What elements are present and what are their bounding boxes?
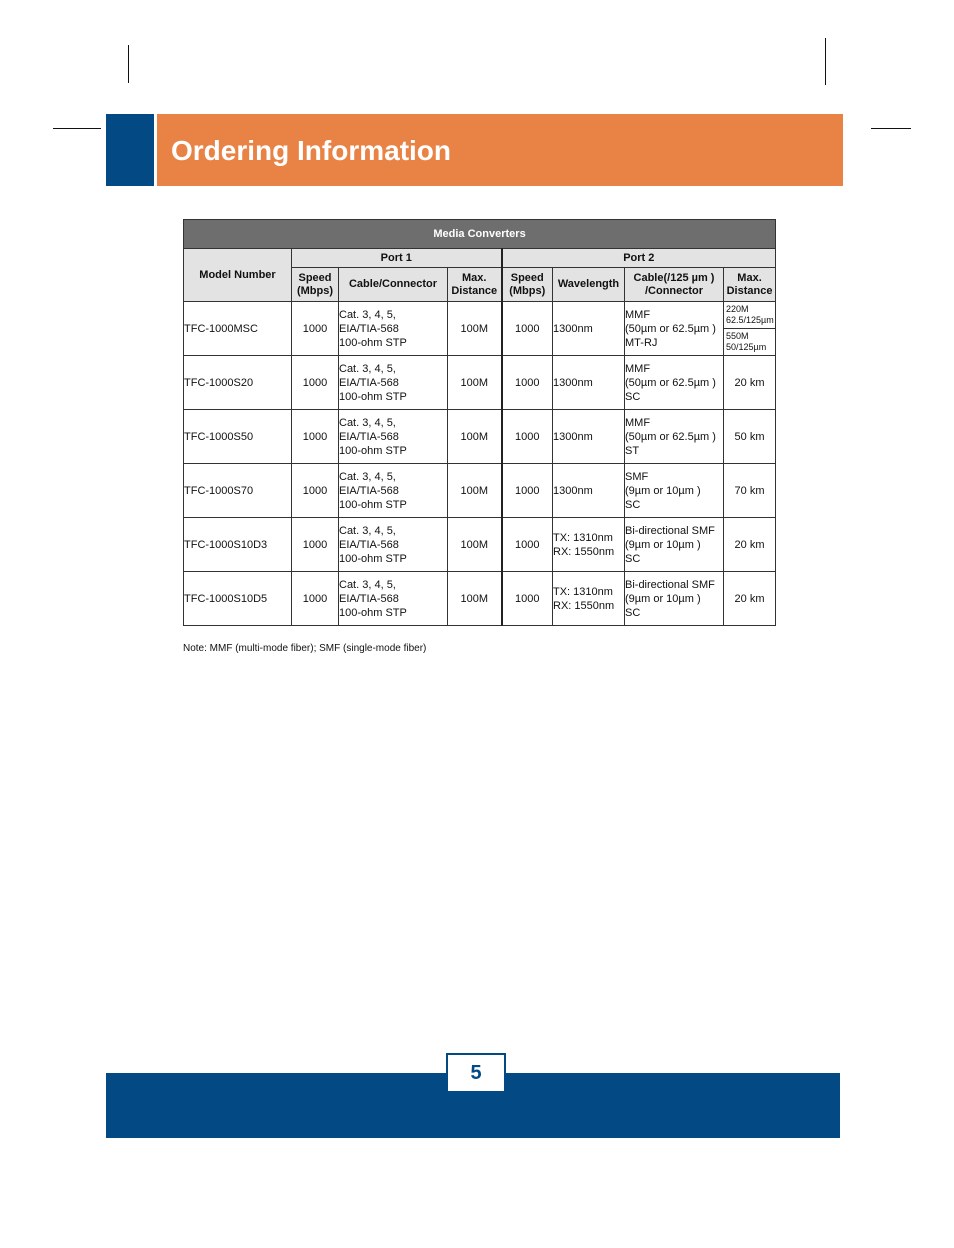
port2-wavelength-cell [553, 518, 625, 572]
port2-header: Port 2 [502, 249, 776, 268]
table-row [184, 302, 776, 356]
port1-cable-header: Cable/Connector [339, 268, 448, 302]
page-number: 5 [446, 1053, 506, 1093]
port2-cable-cell-line: (50µm or 62.5µm ) [625, 430, 716, 443]
port2-cable-cell-line: SC [625, 498, 641, 511]
port2-distance-header: Max. Distance [724, 268, 776, 302]
port2-speed-cell: 1000 [502, 302, 553, 356]
port2-cable-cell-line: MMF [625, 362, 651, 375]
port2-cable-cell-line: SC [625, 552, 641, 565]
port1-cable-cell-line: EIA/TIA-568 [339, 592, 399, 605]
port2-cable-cell-line: Bi-directional SMF [625, 578, 715, 591]
port1-cable-cell [339, 410, 448, 464]
port2-cable-cell-line: MT-RJ [625, 336, 658, 349]
port1-cable-cell-line: 100-ohm STP [339, 336, 407, 349]
page-title: Ordering Information [171, 135, 451, 166]
port1-cable-cell-line: EIA/TIA-568 [339, 322, 399, 335]
port2-cable-cell [625, 302, 724, 356]
port1-cable-cell-line: 100-ohm STP [339, 390, 407, 403]
table-row [184, 356, 776, 410]
port2-cable-cell-line: (50µm or 62.5µm ) [625, 376, 716, 389]
model-number-cell: TFC-1000S20 [184, 356, 292, 410]
media-converters-table [183, 219, 776, 626]
distance-sub-line: 220M [726, 304, 749, 314]
port1-cable-cell-line: 100-ohm STP [339, 498, 407, 511]
port2-cable-cell-line: SC [625, 390, 641, 403]
table-row [184, 410, 776, 464]
port1-cable-cell-line: Cat. 3, 4, 5, [339, 524, 396, 537]
port1-cable-cell-line: Cat. 3, 4, 5, [339, 308, 396, 321]
port2-wavelength-cell-line: 1300nm [553, 376, 593, 389]
port2-distance-cell: 50 km [724, 410, 776, 464]
port2-distance-cell [724, 302, 776, 356]
port1-cable-cell-line: 100-ohm STP [339, 444, 407, 457]
table-row [184, 518, 776, 572]
port2-wavelength-cell-line: RX: 1550nm [553, 545, 615, 558]
port2-distance-cell: 20 km [724, 572, 776, 626]
port2-wavelength-cell [553, 356, 625, 410]
port1-distance-cell: 100M [448, 464, 502, 518]
model-number-cell: TFC-1000S50 [184, 410, 292, 464]
port1-cable-cell-line: Cat. 3, 4, 5, [339, 470, 396, 483]
port2-cable-cell-line: ST [625, 444, 640, 457]
table-body [184, 302, 776, 626]
port2-cable-cell-line: MMF [625, 308, 651, 321]
port2-wavelength-cell-line: TX: 1310nm [553, 585, 613, 598]
port2-cable-header: Cable(/125 µm ) /Connector [625, 268, 724, 302]
port1-cable-cell [339, 464, 448, 518]
port1-speed-cell: 1000 [292, 518, 339, 572]
model-number-cell: TFC-1000S10D3 [184, 518, 292, 572]
port2-wavelength-cell-line: 1300nm [553, 322, 593, 335]
port1-cable-cell-line: EIA/TIA-568 [339, 484, 399, 497]
port1-cable-cell-line: Cat. 3, 4, 5, [339, 578, 396, 591]
distance-sub-line: 50/125µm [726, 342, 767, 352]
port1-cable-cell-line: Cat. 3, 4, 5, [339, 362, 396, 375]
table-row [184, 572, 776, 626]
port2-cable-cell-line: SMF [625, 470, 649, 483]
crop-mark-top-left [128, 45, 129, 83]
port1-distance-cell: 100M [448, 356, 502, 410]
port1-cable-cell [339, 572, 448, 626]
port1-cable-cell-line: EIA/TIA-568 [339, 376, 399, 389]
port2-cable-cell [625, 410, 724, 464]
port1-speed-cell: 1000 [292, 410, 339, 464]
model-number-header: Model Number [184, 249, 292, 302]
header-blue-block [106, 114, 154, 186]
table-title: Media Converters [184, 220, 776, 249]
table-row [184, 464, 776, 518]
distance-sub-cell [724, 328, 775, 355]
distance-sub-cell [724, 302, 775, 328]
port2-speed-cell: 1000 [502, 410, 553, 464]
port2-cable-cell-line: Bi-directional SMF [625, 524, 715, 537]
crop-mark-right [871, 128, 911, 129]
port2-cable-cell [625, 356, 724, 410]
port2-distance-cell: 20 km [724, 518, 776, 572]
port2-wavelength-cell-line: 1300nm [553, 430, 593, 443]
port1-cable-cell-line: Cat. 3, 4, 5, [339, 416, 396, 429]
port1-cable-cell [339, 356, 448, 410]
port1-distance-cell: 100M [448, 518, 502, 572]
port2-speed-cell: 1000 [502, 464, 553, 518]
model-number-cell: TFC-1000S10D5 [184, 572, 292, 626]
port1-speed-cell: 1000 [292, 302, 339, 356]
port2-cable-cell [625, 464, 724, 518]
port1-distance-cell: 100M [448, 572, 502, 626]
port1-speed-cell: 1000 [292, 464, 339, 518]
port2-cable-cell [625, 518, 724, 572]
port2-wavelength-cell-line: 1300nm [553, 484, 593, 497]
model-number-cell: TFC-1000MSC [184, 302, 292, 356]
port1-distance-header: Max. Distance [448, 268, 502, 302]
port2-wavelength-header: Wavelength [553, 268, 625, 302]
port2-speed-cell: 1000 [502, 356, 553, 410]
port2-speed-header: Speed (Mbps) [502, 268, 553, 302]
port2-distance-cell: 70 km [724, 464, 776, 518]
port2-cable-cell-line: (9µm or 10µm ) [625, 538, 701, 551]
port1-cable-cell-line: EIA/TIA-568 [339, 430, 399, 443]
port2-cable-cell-line: MMF [625, 416, 651, 429]
port1-cable-cell-line: 100-ohm STP [339, 552, 407, 565]
port2-speed-cell: 1000 [502, 518, 553, 572]
port2-wavelength-cell-line: TX: 1310nm [553, 531, 613, 544]
port1-header: Port 1 [292, 249, 502, 268]
port2-speed-cell: 1000 [502, 572, 553, 626]
port2-cable-cell-line: (50µm or 62.5µm ) [625, 322, 716, 335]
port2-cable-cell-line: (9µm or 10µm ) [625, 484, 701, 497]
port2-wavelength-cell [553, 302, 625, 356]
port2-cable-cell-line: (9µm or 10µm ) [625, 592, 701, 605]
port1-cable-cell-line: EIA/TIA-568 [339, 538, 399, 551]
port1-speed-header: Speed (Mbps) [292, 268, 339, 302]
footnote: Note: MMF (multi-mode fiber); SMF (single-mode fiber) [183, 643, 427, 654]
port1-cable-cell [339, 518, 448, 572]
port2-distance-cell: 20 km [724, 356, 776, 410]
crop-mark-top-right [825, 38, 826, 85]
distance-sub-line: 62.5/125µm [726, 315, 774, 325]
crop-mark-left [53, 128, 101, 129]
port1-speed-cell: 1000 [292, 572, 339, 626]
port2-cable-cell [625, 572, 724, 626]
port2-cable-cell-line: SC [625, 606, 641, 619]
port1-distance-cell: 100M [448, 410, 502, 464]
model-number-cell: TFC-1000S70 [184, 464, 292, 518]
port2-wavelength-cell [553, 410, 625, 464]
port1-speed-cell: 1000 [292, 356, 339, 410]
port2-wavelength-cell-line: RX: 1550nm [553, 599, 615, 612]
port2-wavelength-cell [553, 572, 625, 626]
port1-cable-cell [339, 302, 448, 356]
port1-cable-cell-line: 100-ohm STP [339, 606, 407, 619]
distance-sub-line: 550M [726, 331, 749, 341]
port2-wavelength-cell [553, 464, 625, 518]
port1-distance-cell: 100M [448, 302, 502, 356]
